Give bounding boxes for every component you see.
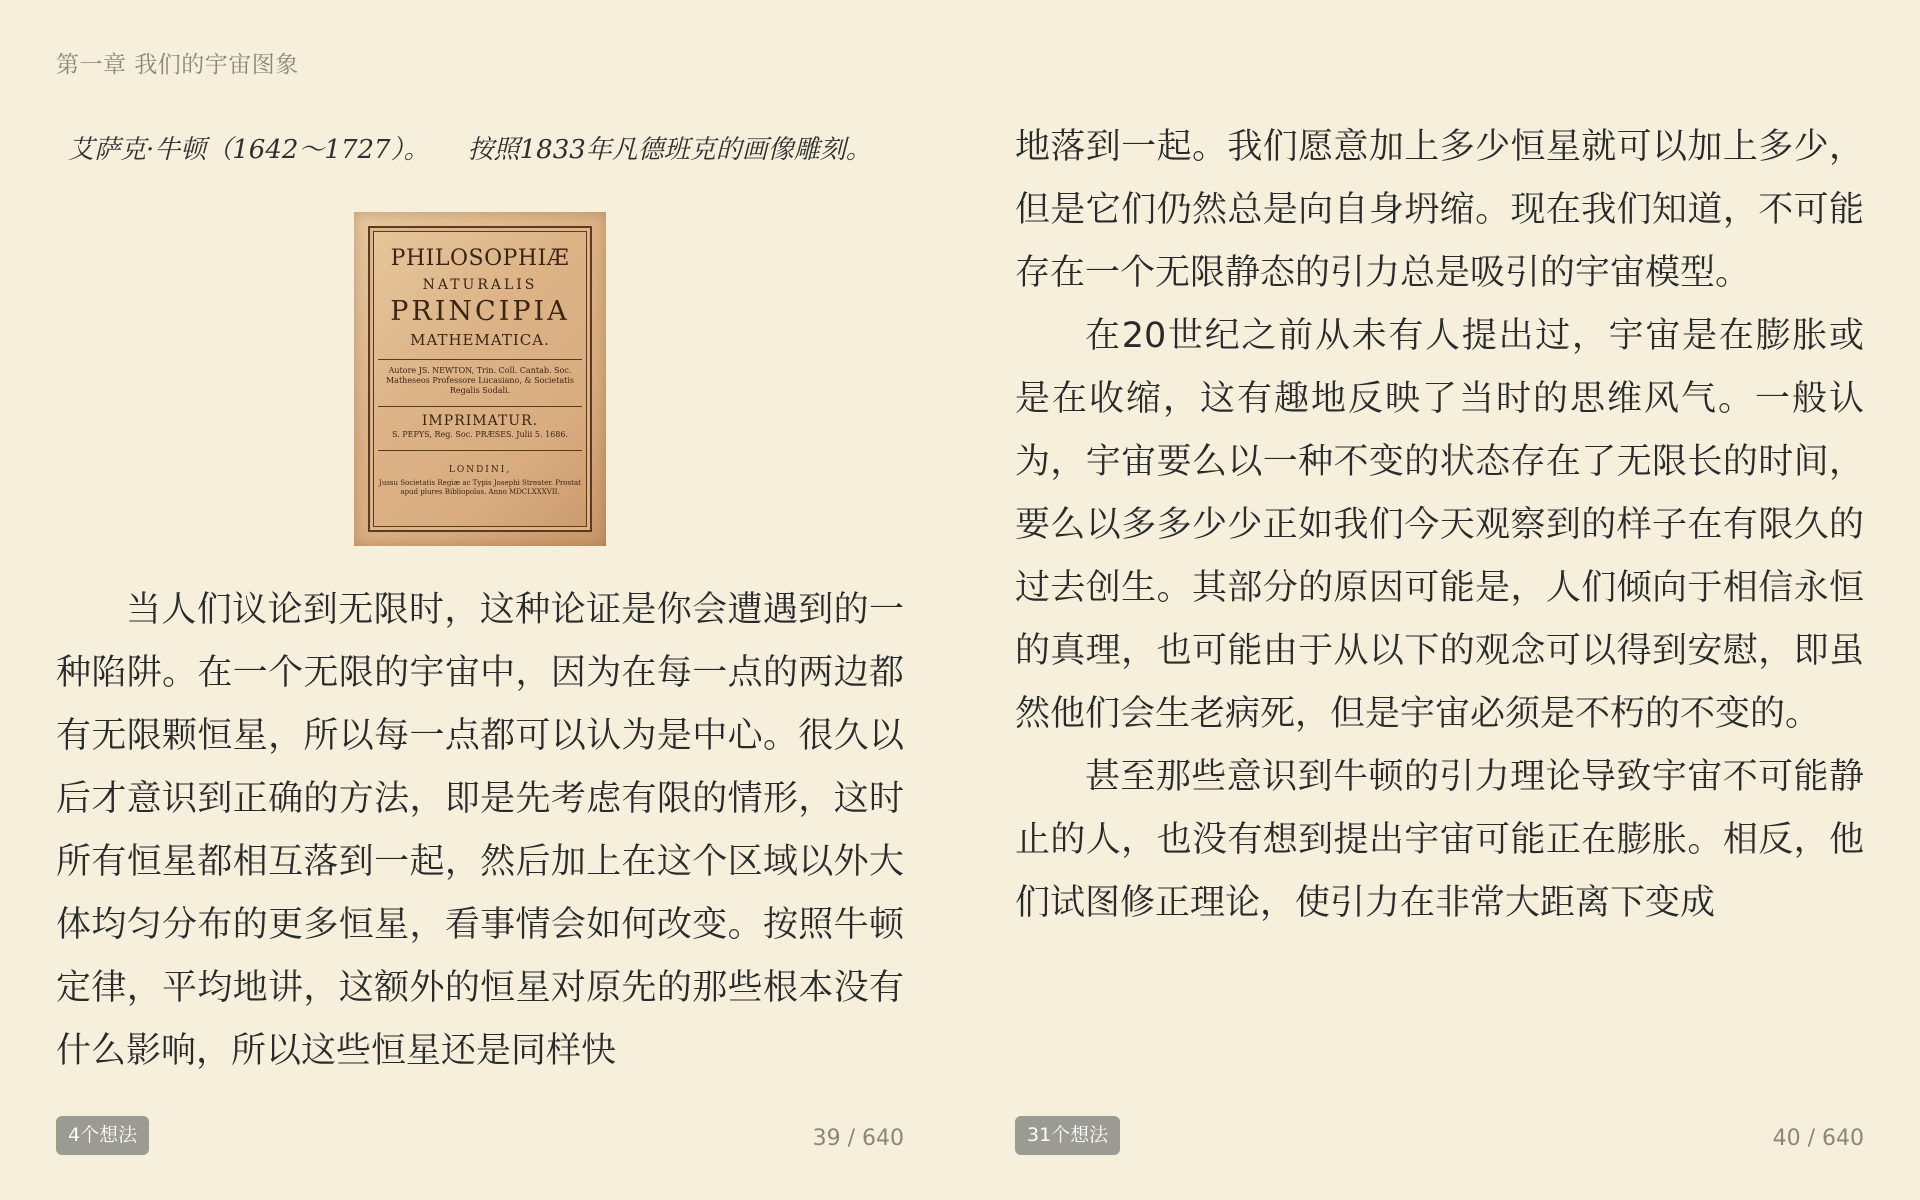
page-text[interactable] — [1015, 116, 1864, 935]
imprimatur-line: IMPRIMATUR. — [421, 413, 539, 429]
right-page[interactable] — [1015, 0, 1864, 1200]
title-line: NATURALIS — [422, 277, 538, 293]
paragraph[interactable]: 当人们议论到无限时，这种论证是你会遭遇到的一种陷阱。在一个无限的宇宙中，因为在每一点的两边都有无限颗恒星，所以每一点都可以认为是中心。很久以后才意识到正确的方法，即是先考虑有限的情形，这时所有恒星都相互落到一起，然后加上在这个区域以外大体均匀分布的更多恒星，看事情会如何改变。按照牛顿定律，平均地讲，这额外的恒星对原先的那些根本没有什么影响，所以这些恒星还是同样快 — [56, 590, 904, 1071]
publisher-line: Jussu Societatis Regiæ ac Typis Josephi Streater. Prostat apud plures Bibliopolas. Anno MDCLXXXVII. — [379, 479, 581, 496]
imprimatur-detail: S. PEPYS, Reg. Soc. PRÆSES. Julii 5. 1686. — [392, 430, 568, 439]
caption-name: 艾萨克·牛顿（1642～1727）。 — [68, 135, 430, 165]
paragraph[interactable]: 甚至那些意识到牛顿的引力理论导致宇宙不可能静止的人，也没有想到提出宇宙可能正在膨胀。相反，他们试图修正理论，使引力在非常大距离下变成 — [1015, 757, 1864, 923]
thoughts-button[interactable]: 31个想法 — [1015, 1116, 1120, 1155]
page-number: 40 / 640 — [1772, 1126, 1864, 1151]
caption-source: 按照1833年凡德班克的画像雕刻。 — [467, 135, 872, 165]
divider — [378, 359, 582, 360]
paragraph[interactable]: 在20世纪之前从未有人提出过，宇宙是在膨胀或是在收缩，这有趣地反映了当时的思维风气。一般认为，宇宙要么以一种不变的状态存在了无限长的时间，要么以多多少少正如我们今天观察到的样子在有限久的过去创生。其部分的原因可能是，人们倾向于相信永恒的真理，也可能由于从以下的观念可以得到安慰，即虽然他们会生老病死，但是宇宙必须是不朽的不变的。 — [1015, 316, 1864, 734]
chapter-title: 第一章 我们的宇宙图象 — [56, 52, 299, 78]
image-caption — [68, 129, 872, 166]
title-line: MATHEMATICA. — [410, 331, 550, 349]
divider — [378, 406, 582, 407]
thoughts-button[interactable]: 4个想法 — [56, 1116, 149, 1155]
principia-title-page-image[interactable] — [354, 212, 606, 546]
left-page[interactable] — [56, 0, 904, 1200]
paragraph[interactable]: 地落到一起。我们愿意加上多少恒星就可以加上多少，但是它们仍然总是向自身坍缩。现在我们知道，不可能存在一个无限静态的引力总是吸引的宇宙模型。 — [1015, 127, 1864, 293]
divider — [378, 450, 582, 451]
title-line: PHILOSOPHIÆ — [390, 246, 570, 271]
page-number: 39 / 640 — [812, 1126, 904, 1151]
title-page-frame — [368, 226, 592, 532]
city-line: LONDINI, — [448, 465, 512, 475]
author-line: Autore JS. NEWTON, Trin. Coll. Cantab. Soc. Matheseos Professore Lucasiano, & Societatis Regalis Sodali. — [385, 366, 574, 395]
title-line: PRINCIPIA — [390, 296, 570, 327]
page-text[interactable] — [56, 579, 904, 1083]
